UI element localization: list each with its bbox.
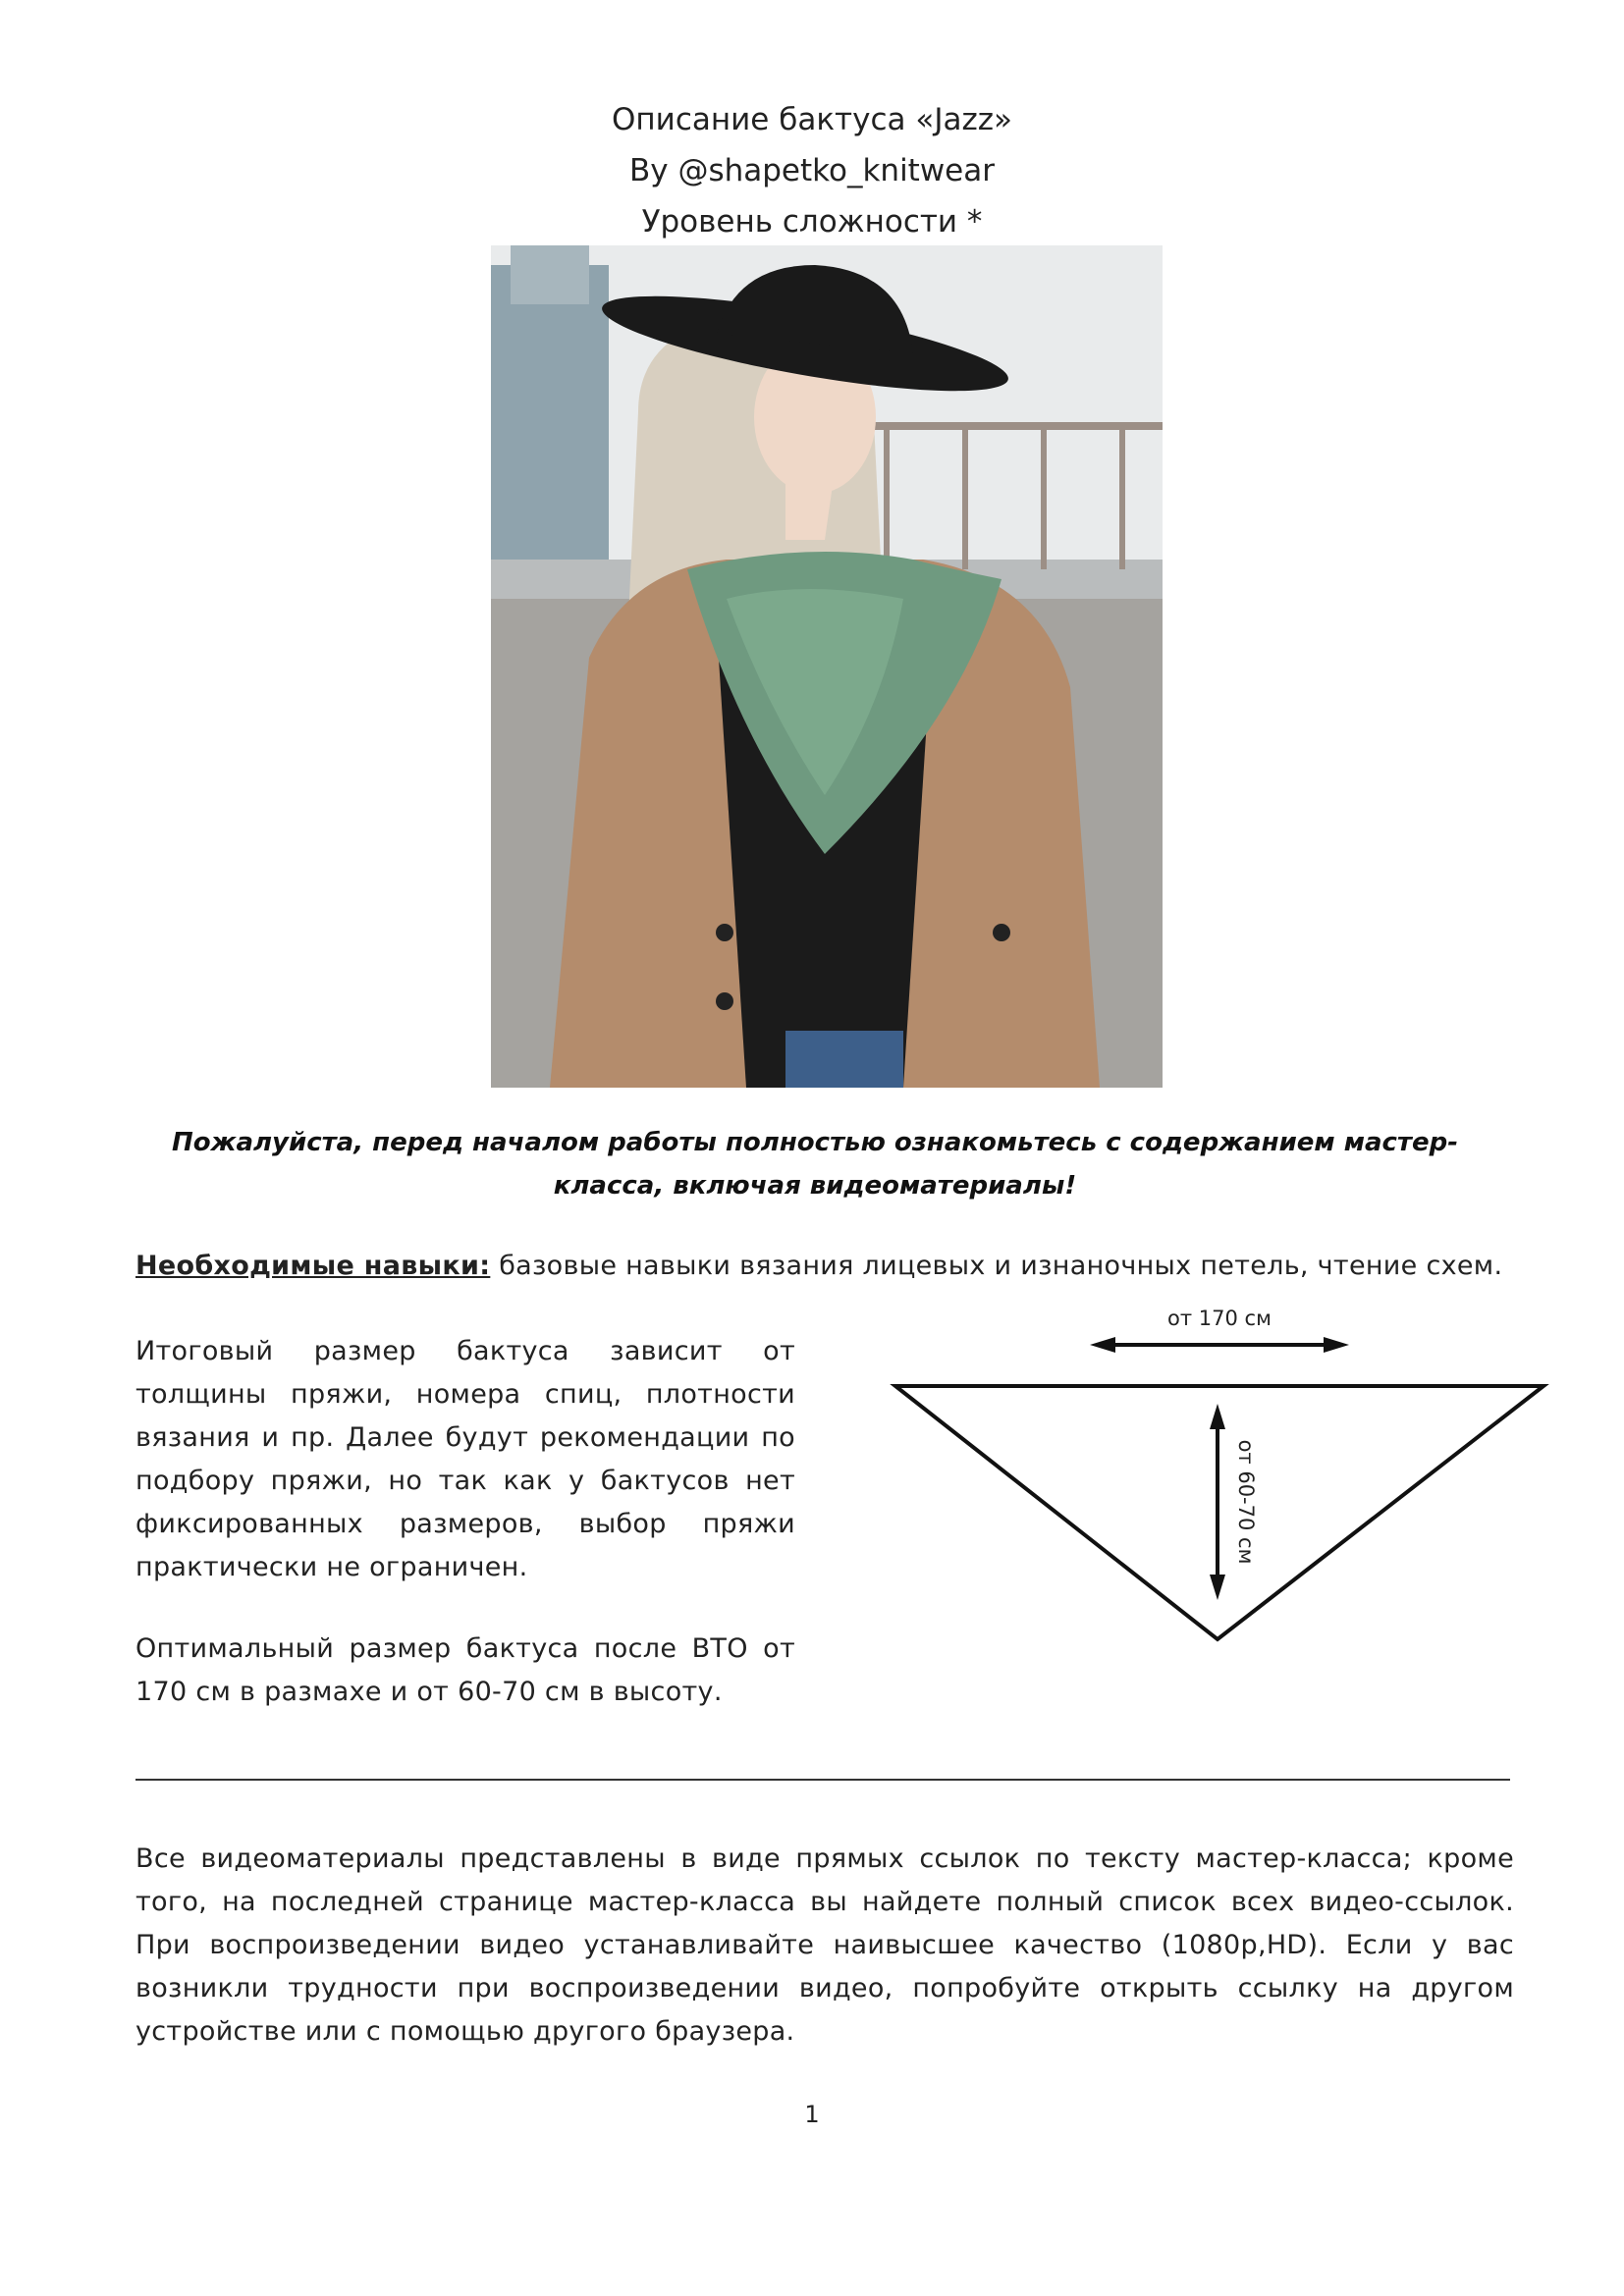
size-paragraph-1: Итоговый размер бактуса зависит от толщины пряжи, номера спиц, плотности вязания и пр. Далее будут рекомендации по подбору пряжи, но так как у бактусов нет фиксированных размеров, выбор пряжи практически не ограничен.: [135, 1336, 795, 1582]
height-arrowhead-bottom: [1210, 1575, 1225, 1600]
page-number: 1: [804, 2101, 820, 2128]
video-note: Все видеоматериалы представлены в виде прямых ссылок по тексту мастер-класса; кроме того, на последней странице мастер-класса вы найдете полный список всех видео-ссылок. При воспроизведении видео устанавливайте наивысшее качество (1080p,HD). Если у вас возникли трудности при воспроизведении видео, попробуйте открыть ссылку на другом устройстве или с помощью другого браузера.: [135, 1843, 1514, 2047]
width-arrowhead-right: [1324, 1337, 1349, 1353]
photo-illustration: [491, 245, 1163, 1088]
warning-line-2: класса, включая видеоматериалы!: [553, 1171, 1077, 1201]
height-label: от 60-70 см: [1234, 1439, 1258, 1565]
author-line: By @shapetko_knitwear: [628, 153, 995, 188]
model-photo: [491, 245, 1163, 1088]
height-arrowhead-top: [1210, 1404, 1225, 1429]
skills-section: [135, 1245, 1514, 1288]
header: [0, 94, 1624, 247]
skills-label: Необходимые навыки:: [135, 1251, 491, 1281]
warning-note: [128, 1121, 1502, 1207]
document-title: Описание бактуса «Jazz»: [612, 102, 1012, 137]
shawl-size-diagram: [884, 1296, 1561, 1649]
triangle-diagram: [884, 1296, 1561, 1649]
difficulty-line: Уровень сложности *: [641, 204, 983, 240]
skills-text: базовые навыки вязания лицевых и изнаночных петель, чтение схем.: [490, 1251, 1503, 1281]
width-label: от 170 см: [1167, 1307, 1272, 1330]
size-paragraph-2: Оптимальный размер бактуса после ВТО от 170 см в размахе и от 60-70 см в высоту.: [135, 1633, 795, 1707]
warning-line-1: Пожалуйста, перед началом работы полностью ознакомьтесь с содержанием мастер-: [171, 1128, 1459, 1157]
width-arrowhead-left: [1090, 1337, 1115, 1353]
section-divider: [135, 1779, 1510, 1781]
